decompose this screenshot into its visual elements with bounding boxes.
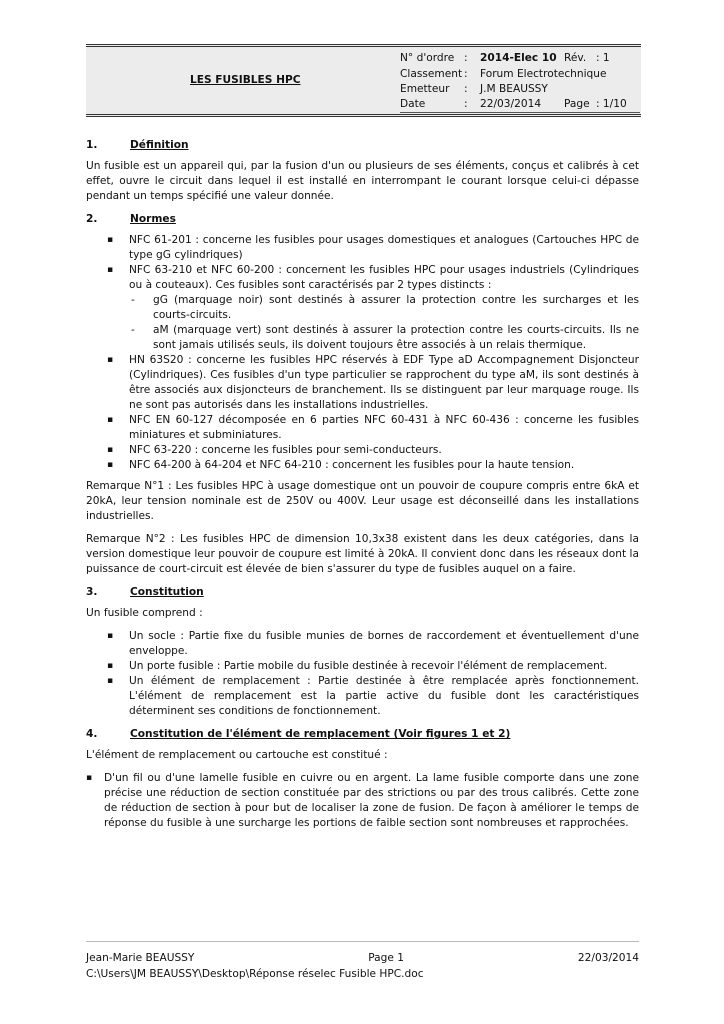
- definition-paragraph: Un fusible est un appareil qui, par la fusion d'un ou plusieurs de ses éléments, conçus et calibrés à cet effet, ouvre le circuit dans lequel il est installé en interrompant le courant lorsque celui-ci dépasse pendant un temps spécifié une valeur donnée.: [86, 160, 639, 202]
- section-heading-normes: [86, 212, 639, 227]
- list-item: ▪ Un élément de remplacement : Partie destinée à être remplacée après fonctionnement. L'élément de remplacement est la partie active du fusible dont les caractéristiques déterminent ses conditions de fonctionnement.: [86, 674, 639, 719]
- footer-date: 22/03/2014: [577, 952, 639, 964]
- list-item: ▪ Un porte fusible : Partie mobile du fusible destinée à recevoir l'élément de remplacement.: [86, 659, 639, 674]
- classement-value: Forum Electrotechnique: [480, 67, 607, 80]
- rev-value: : 1: [596, 52, 610, 65]
- normes-list: [86, 233, 639, 473]
- section-heading-constitution: [86, 585, 639, 600]
- list-item: ▪ NFC 61-201 : concerne les fusibles pour usages domestiques et analogues (Cartouches HPC de type gG cylindriques): [86, 233, 639, 263]
- document-body: [86, 138, 639, 837]
- meta-row-emetteur: [400, 82, 640, 98]
- footer-row: [86, 951, 639, 966]
- meta-colon: :: [464, 98, 468, 111]
- document-footer: [86, 941, 639, 982]
- document-meta-table: [400, 51, 640, 113]
- meta-row-date: [400, 98, 640, 114]
- ordre-label: N° d'ordre: [400, 52, 455, 65]
- footer-author: Jean-Marie BEAUSSY: [86, 952, 195, 964]
- emetteur-label: Emetteur: [400, 83, 450, 96]
- list-item: ▪ NFC 64-200 à 64-204 et NFC 64-210 : concernent les fusibles pour la haute tension.: [86, 458, 639, 473]
- remarque-1: Remarque N°1 : Les fusibles HPC à usage domestique ont un pouvoir de coupure compris entre 6kA et 20kA, leur tension nominale est de 250V ou 400V. Leur usage est déconseillé dans les installations industrielles.: [86, 480, 639, 522]
- meta-colon: :: [464, 67, 468, 80]
- list-item: ▪ NFC EN 60-127 décomposée en 6 parties NFC 60-431 à NFC 60-436 : concerne les fusibles miniatures et subminiatures.: [86, 413, 639, 443]
- footer-file-path: C:\Users\JM BEAUSSY\Desktop\Réponse réselec Fusible HPC.doc: [86, 968, 424, 980]
- sub-list: [129, 293, 639, 353]
- document-header: [86, 44, 641, 117]
- section-title: Constitution: [130, 586, 204, 598]
- date-label: Date: [400, 98, 426, 111]
- list-item: ▪ D'un fil ou d'une lamelle fusible en cuivre ou en argent. La lame fusible comporte dans une zone précise une réduction de section constituée par des strictions ou par des trous calibrés. Cette zone de réduction de section à pour but de localiser la zone de fusion. De façon à améliorer le temps de réponse du fusible à une surcharge les portions de faible section sont nombreuses et rapprochées.: [86, 771, 639, 831]
- section-heading-definition: [86, 138, 639, 153]
- element-intro: L'élément de remplacement ou cartouche est constitué :: [86, 749, 388, 761]
- element-list: [86, 771, 639, 831]
- constitution-intro: Un fusible comprend :: [86, 607, 203, 619]
- meta-row-classement: [400, 67, 640, 83]
- page-value: : 1/10: [596, 98, 627, 111]
- ordre-value: 2014-Elec 10: [480, 52, 557, 65]
- section-number: 2.: [86, 213, 98, 225]
- remarque-2: Remarque N°2 : Les fusibles HPC de dimension 10,3x38 existent dans les deux catégories, dans la version domestique leur pouvoir de coupure est limité à 20kA. Il convient donc dans les réseaux dont la puissance de court-circuit est élevée de bien s'assurer du type de fusibles auquel on a faire.: [86, 533, 639, 575]
- constitution-list: [86, 629, 639, 719]
- rev-label: Rév.: [564, 52, 587, 65]
- list-item: ▪ NFC 63-220 : concerne les fusibles pour semi-conducteurs.: [86, 443, 639, 458]
- list-item: ▪ Un socle : Partie fixe du fusible munies de bornes de raccordement et éventuellement d'une enveloppe.: [86, 629, 639, 659]
- section-number: 3.: [86, 586, 98, 598]
- list-item: [86, 263, 639, 353]
- sub-list-item: - gG (marquage noir) sont destinés à assurer la protection contre les surcharges et les courts-circuits.: [129, 293, 639, 323]
- section-heading-element: [86, 727, 639, 742]
- emetteur-value: J.M BEAUSSY: [480, 83, 548, 96]
- footer-page: Page 1: [368, 952, 405, 964]
- section-title: Constitution de l'élément de remplacement (Voir figures 1 et 2): [130, 728, 511, 740]
- list-item: ▪ HN 63S20 : concerne les fusibles HPC réservés à EDF Type aD Accompagnement Disjoncteur (Cylindriques). Ces fusibles d'un type particulier se rapprochent du type aM, ils sont destinés à être associés aux disjoncteurs de branchement. Ils se distinguent par leur marquage rouge. Ils ne sont pas autorisés dans les installations industrielles.: [86, 353, 639, 413]
- section-number: 4.: [86, 728, 98, 740]
- page-label: Page: [564, 98, 590, 111]
- classement-label: Classement: [400, 67, 463, 80]
- section-title: Définition: [130, 139, 189, 151]
- section-number: 1.: [86, 139, 98, 151]
- list-item-text: NFC 63-210 et NFC 60-200 : concernent les fusibles HPC pour usages industriels (Cylindriques ou à couteaux). Ces fusibles sont caractérisés par 2 types distincts :: [129, 264, 639, 291]
- document-title: LES FUSIBLES HPC: [190, 74, 301, 86]
- date-value: 22/03/2014: [480, 98, 542, 111]
- section-title: Normes: [130, 213, 176, 225]
- meta-colon: :: [464, 52, 468, 65]
- meta-row-ordre: [400, 51, 640, 67]
- sub-list-item: - aM (marquage vert) sont destinés à assurer la protection contre les courts-circuits. Ils ne sont jamais utilisés seuls, ils doivent toujours être associés à un relais thermique.: [129, 323, 639, 353]
- meta-colon: :: [464, 83, 468, 96]
